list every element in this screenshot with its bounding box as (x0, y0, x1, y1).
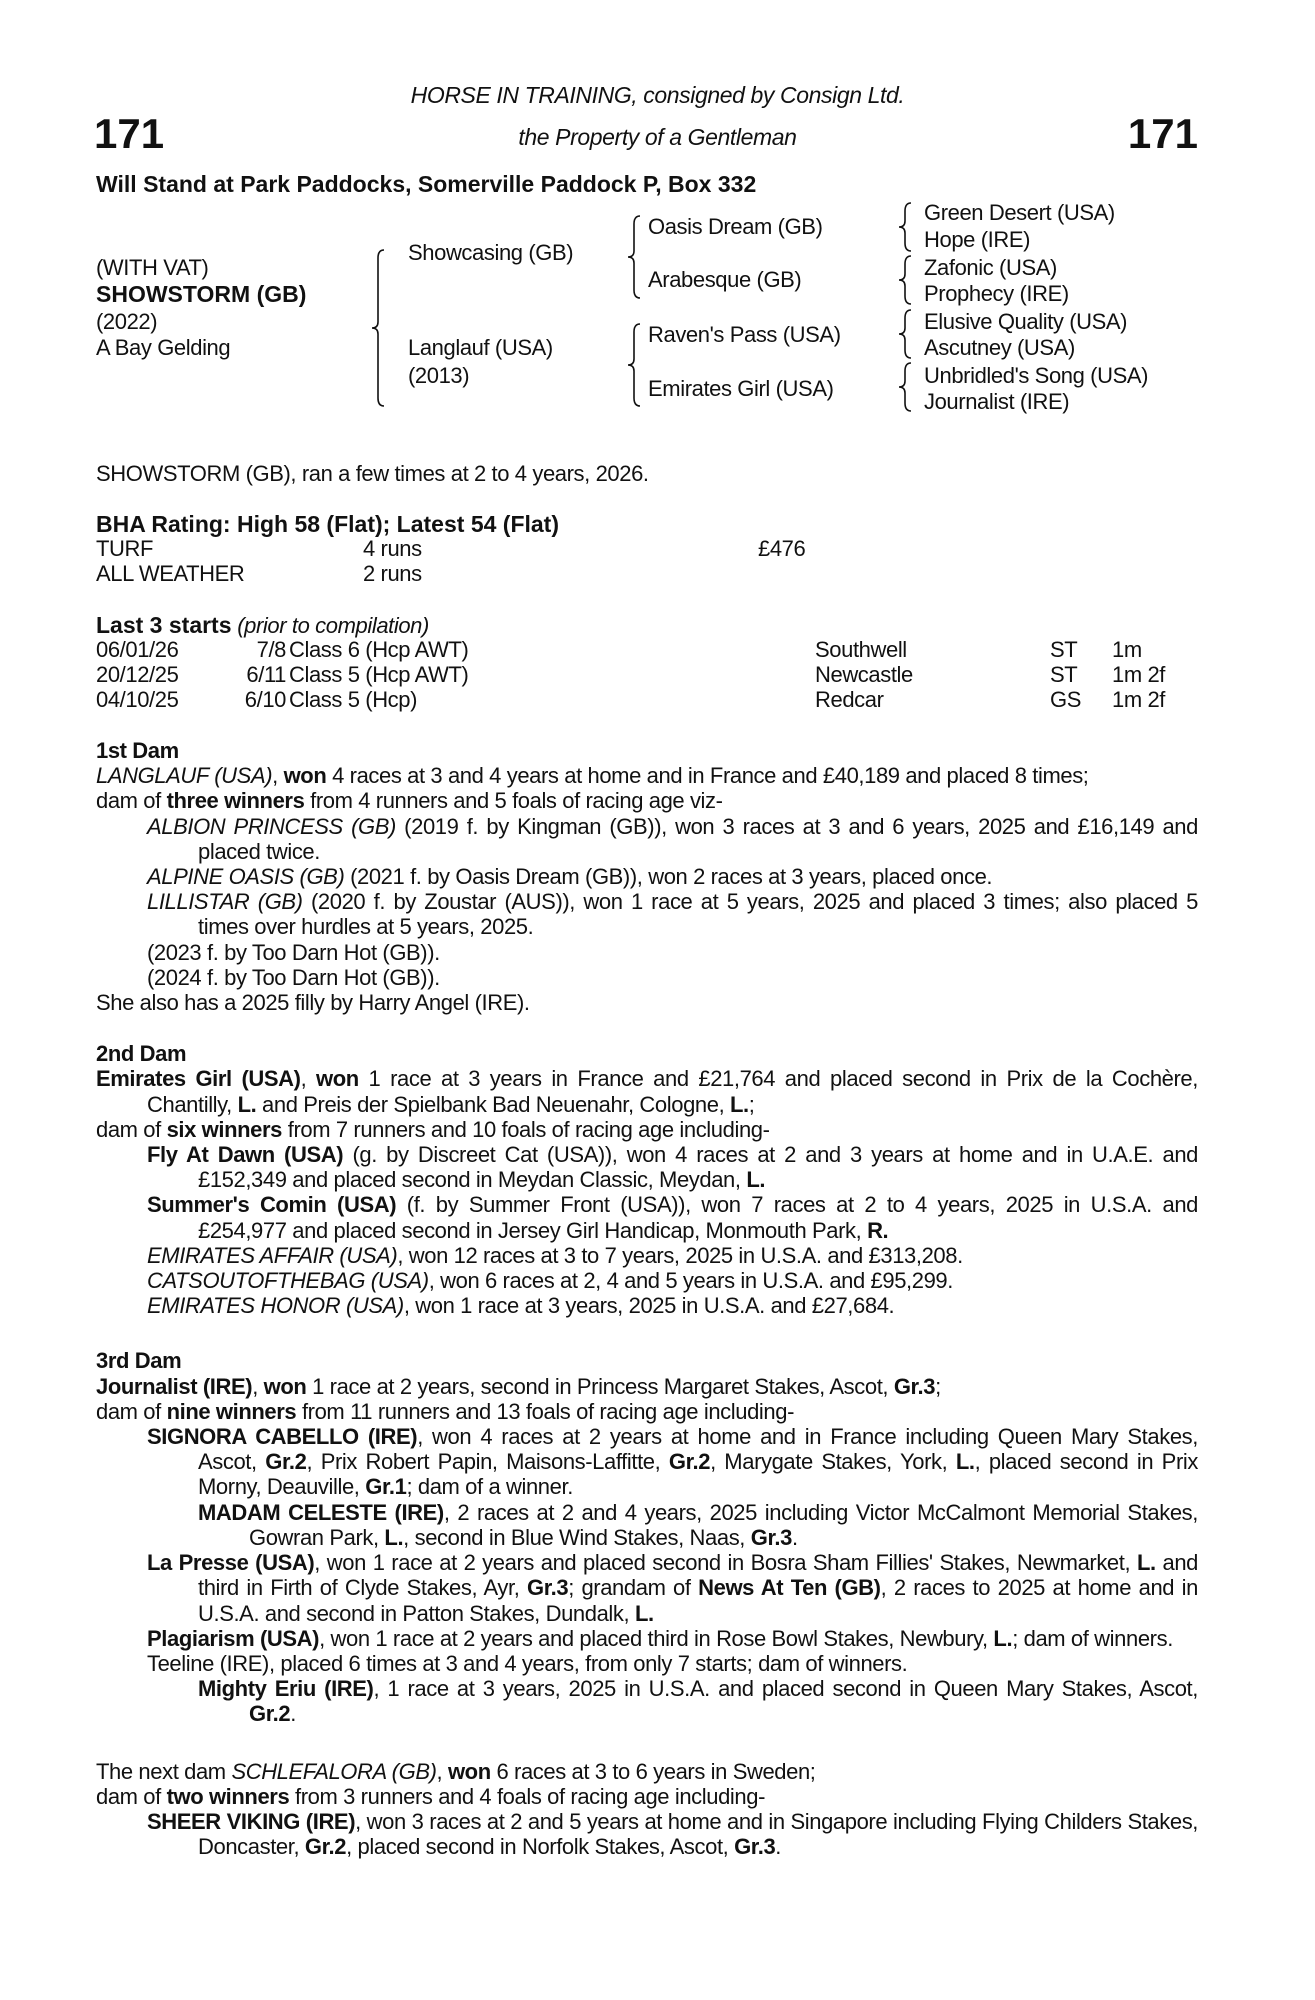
section-title: 2nd Dam (96, 1041, 187, 1067)
runs: 2 runs (363, 561, 422, 587)
text: (2024 f. by Too Darn Hot (GB)). (147, 964, 440, 990)
surface: TURF (96, 536, 154, 561)
date: 04/10/25 (96, 687, 179, 713)
italic-text: CATSOUTOFTHEBAG (USA) (147, 1268, 429, 1294)
bold-text: R. (867, 1217, 889, 1243)
bold-text: won (263, 1373, 307, 1399)
dam-section (96, 1759, 1198, 1860)
bold-text: L. (955, 1449, 975, 1475)
great-grandparent: Ascutney (USA) (924, 335, 1075, 360)
progeny-record (96, 1550, 1198, 1626)
dam-record (96, 1117, 1198, 1142)
course: Newcastle (815, 662, 913, 688)
dam-section (96, 1348, 1198, 1726)
race-record-row (96, 536, 1198, 561)
bold-text: Plagiarism (USA) (147, 1625, 320, 1651)
horse-year: (2022) (96, 309, 158, 334)
race-record-table (96, 536, 1198, 586)
brace-icon (899, 310, 911, 358)
stabling-location: Will Stand at Park Paddocks, Somerville Paddock P, Box 332 (96, 171, 757, 197)
start-row (96, 637, 1198, 662)
bold-text: won (316, 1066, 359, 1092)
text: , won 3 races at 2 and 5 years at home and in Singapore including Flying Childers Stakes, Doncaster, (198, 1808, 1199, 1860)
progeny-record (96, 1676, 1198, 1726)
distance: 1m 2f (1112, 687, 1166, 713)
dam-record (96, 763, 1198, 788)
going: ST (1050, 637, 1078, 662)
text: and Preis der Spielbank Bad Neuenahr, Cologne, (256, 1091, 731, 1117)
great-grandparent: Elusive Quality (USA) (924, 309, 1128, 334)
progeny-record (96, 1243, 1198, 1268)
vat-status: (WITH VAT) (96, 255, 209, 280)
last-starts-table (96, 637, 1198, 713)
text: from 7 runners and 10 foals of racing age including- (282, 1116, 770, 1142)
prize-money: £476 (758, 536, 806, 561)
distance: 1m 2f (1112, 662, 1166, 688)
text: , 1 race at 3 years, 2025 in U.S.A. and placed second in Queen Mary Stakes, Ascot, (373, 1676, 1198, 1702)
text: from 11 runners and 13 foals of racing age including- (296, 1398, 794, 1424)
course: Southwell (815, 637, 907, 662)
italic-text: SCHLEFALORA (GB) (231, 1758, 437, 1784)
dam-record (96, 1759, 1198, 1784)
last-starts-title: Last 3 starts (96, 612, 232, 638)
bold-text: Gr.3 (893, 1373, 936, 1399)
bold-text: News At Ten (GB) (698, 1575, 881, 1601)
progeny-record (96, 1192, 1198, 1242)
text: ; grandam of (568, 1575, 699, 1601)
text: . (290, 1701, 296, 1727)
progeny-record (96, 1424, 1198, 1500)
text: dam of (96, 788, 167, 814)
last-starts-heading (96, 612, 429, 639)
race-summary: SHOWSTORM (GB), ran a few times at 2 to 4 years, 2026. (96, 461, 649, 486)
granddam-maternal: Emirates Girl (USA) (648, 376, 834, 401)
dam-section (96, 1041, 1198, 1318)
text: ; dam of a winner. (406, 1474, 573, 1500)
text: ; (935, 1373, 941, 1399)
dam-record (96, 788, 1198, 813)
bold-text: Gr.2 (668, 1449, 711, 1475)
text: , won 1 race at 2 years and placed third in Rose Bowl Stakes, Newbury, (319, 1625, 994, 1651)
bold-text: Journalist (IRE) (96, 1373, 253, 1399)
italic-text: EMIRATES HONOR (USA) (147, 1293, 404, 1319)
text: . (775, 1834, 782, 1860)
bha-rating: BHA Rating: High 58 (Flat); Latest 54 (Flat) (96, 511, 559, 537)
bold-text: SHEER VIKING (IRE) (147, 1808, 356, 1834)
runs: 4 runs (363, 536, 422, 561)
text: , (252, 1373, 264, 1399)
text: Teeline (IRE), placed 6 times at 3 and 4 years, from only 7 starts; dam of winners. (147, 1650, 908, 1676)
brace-icon (628, 216, 640, 298)
dam-section (96, 738, 1198, 1015)
bold-text: SIGNORA CABELLO (IRE) (147, 1424, 418, 1450)
bold-text: L. (730, 1091, 749, 1117)
text: , placed second in Norfolk Stakes, Ascot, (346, 1834, 735, 1860)
dam: Langlauf (USA) (408, 335, 553, 360)
grandsire-maternal: Raven's Pass (USA) (648, 322, 841, 347)
great-grandparent: Zafonic (USA) (924, 255, 1057, 280)
bold-text: nine winners (166, 1398, 297, 1424)
bold-text: L. (1136, 1550, 1156, 1576)
progeny-record (96, 1651, 1198, 1676)
text: 6 races at 3 to 6 years in Sweden; (490, 1758, 816, 1784)
text: , Prix Robert Papin, Maisons-Laffitte, (306, 1449, 669, 1475)
text: dam of (96, 1116, 167, 1142)
bold-text: MADAM CELESTE (IRE) (198, 1499, 444, 1525)
dam-sections (96, 738, 1198, 1859)
bold-text: L. (634, 1600, 654, 1626)
dam-year: (2013) (408, 363, 470, 388)
horse-name: SHOWSTORM (GB) (96, 281, 307, 307)
text: and third in Firth of Clyde Stakes, Ayr, (198, 1550, 1198, 1601)
grandsire-paternal: Oasis Dream (GB) (648, 214, 823, 239)
text: , 2 races at 2 and 4 years, 2025 including Victor McCalmont Memorial Stakes, Gowran Park, (249, 1499, 1198, 1550)
progeny-record (96, 1626, 1198, 1651)
brace-icon (899, 363, 911, 411)
great-grandparent: Unbridled's Song (USA) (924, 363, 1149, 388)
catalogue-heading: HORSE IN TRAINING, consigned by Consign Ltd. (410, 82, 905, 108)
race-class: Class 6 (Hcp AWT) (289, 637, 469, 662)
text: (2019 f. by Kingman (GB)), won 3 races at 3 and 6 years, 2025 and £16,149 and placed twice. (198, 813, 1198, 864)
text: , won 6 races at 2, 4 and 5 years in U.S.A. and £95,299. (428, 1268, 953, 1294)
bold-text: six winners (166, 1116, 283, 1142)
bold-text: Fly At Dawn (USA) (147, 1142, 344, 1168)
bold-text: won (283, 763, 327, 789)
text: , (436, 1758, 448, 1784)
dam-record (96, 1399, 1198, 1424)
great-grandparent: Hope (IRE) (924, 227, 1031, 252)
bold-text: three winners (166, 788, 305, 814)
progeny-record (96, 814, 1198, 864)
dam-record (96, 1784, 1198, 1809)
section-title: 1st Dam (96, 738, 179, 763)
bold-text: Gr.1 (365, 1474, 407, 1500)
race-class: Class 5 (Hcp AWT) (289, 662, 469, 688)
dam-record (96, 990, 1198, 1015)
text: , won 1 race at 2 years and placed second in Bosra Sham Fillies' Stakes, Newmarket, (314, 1550, 1137, 1576)
bold-text: L. (746, 1167, 766, 1193)
italic-text: LANGLAUF (USA) (96, 763, 273, 789)
progeny-record (96, 1268, 1198, 1293)
horse-description: A Bay Gelding (96, 335, 231, 360)
text: from 3 runners and 4 foals of racing age including- (289, 1783, 766, 1809)
italic-text: LILLISTAR (GB) (147, 889, 303, 915)
text: 4 races at 3 and 4 years at home and in France and £40,189 and placed 8 times; (326, 763, 1089, 789)
text: , (272, 763, 284, 789)
bold-text: Gr.3 (734, 1834, 776, 1860)
going: ST (1050, 662, 1078, 688)
bold-text: La Presse (USA) (147, 1550, 315, 1576)
race-class: Class 5 (Hcp) (289, 687, 418, 713)
bold-text: Gr.2 (304, 1834, 347, 1860)
italic-text: ALBION PRINCESS (GB) (147, 813, 396, 839)
date: 20/12/25 (96, 662, 179, 688)
granddam-paternal: Arabesque (GB) (648, 267, 802, 292)
dam-record (96, 1066, 1198, 1116)
text: , won 1 race at 3 years, 2025 in U.S.A. and £27,684. (403, 1293, 895, 1319)
bold-text: Gr.2 (265, 1449, 307, 1475)
italic-text: ALPINE OASIS (GB) (147, 864, 345, 890)
text: (2023 f. by Too Darn Hot (GB)). (147, 939, 440, 965)
text: (2020 f. by Zoustar (AUS)), won 1 race at 5 years, 2025 and placed 3 times; also placed 5 times over hurdles at 5 years, 2025. (198, 889, 1198, 940)
brace-icon (899, 203, 911, 251)
text: ; dam of winners. (1012, 1625, 1173, 1651)
bold-text: two winners (166, 1783, 290, 1809)
text: from 4 runners and 5 foals of racing age viz- (304, 788, 723, 814)
bold-text: Gr.2 (249, 1701, 291, 1727)
dam-record (96, 1374, 1198, 1399)
surface: ALL WEATHER (96, 561, 245, 587)
text: , won 4 races at 2 years at home and in France including Queen Mary Stakes, Ascot, (198, 1424, 1198, 1475)
start-row (96, 687, 1198, 712)
progeny-record (96, 940, 1198, 965)
bold-text: L. (384, 1524, 404, 1550)
text: The next dam (96, 1758, 232, 1784)
text: 1 race at 3 years in France and £21,764 and placed second in Prix de la Cochère, Chantilly, (147, 1066, 1198, 1117)
bold-text: Gr.3 (526, 1575, 569, 1601)
course: Redcar (815, 687, 884, 713)
text: , second in Blue Wind Stakes, Naas, (403, 1524, 751, 1550)
brace-icon (372, 250, 384, 406)
text: , won 12 races at 3 to 7 years, 2025 in U.S.A. and £313,208. (397, 1242, 963, 1268)
section-title: 3rd Dam (96, 1348, 182, 1374)
bold-text: L. (993, 1625, 1013, 1651)
progeny-record (96, 1500, 1198, 1550)
bold-text: Gr.3 (750, 1524, 792, 1550)
sire: Showcasing (GB) (408, 240, 574, 265)
lot-number-right: 171 (1127, 110, 1198, 157)
text: She also has a 2025 filly by Harry Angel (IRE). (96, 990, 530, 1016)
lot-number-left: 171 (94, 110, 165, 157)
text: dam of (96, 1398, 167, 1424)
progeny-record (96, 889, 1198, 939)
text: (2021 f. by Oasis Dream (GB)), won 2 races at 3 years, placed once. (344, 864, 993, 890)
text: , placed second in Prix Morny, Deauville, (198, 1449, 1198, 1500)
last-starts-subtitle: (prior to compilation) (237, 613, 429, 638)
finishing-position: 6/10 (244, 687, 286, 713)
date: 06/01/26 (96, 637, 179, 662)
distance: 1m (1112, 637, 1142, 662)
text: , (300, 1066, 317, 1092)
bold-text: Emirates Girl (USA) (96, 1066, 301, 1092)
progeny-record (96, 1293, 1198, 1318)
start-row (96, 662, 1198, 687)
great-grandparent: Green Desert (USA) (924, 200, 1115, 225)
text: (g. by Discreet Cat (USA)), won 4 races at 2 and 3 years at home and in U.A.E. and £152,349 and placed second in Meydan Classic, Meydan, (198, 1142, 1198, 1193)
brace-icon (628, 324, 640, 406)
great-grandparent: Prophecy (IRE) (924, 281, 1069, 306)
bold-text: Mighty Eriu (IRE) (198, 1676, 374, 1702)
progeny-record (96, 965, 1198, 990)
progeny-record (96, 1142, 1198, 1192)
race-record-row (96, 561, 1198, 586)
italic-text: EMIRATES AFFAIR (USA) (147, 1242, 398, 1268)
text: (f. by Summer Front (USA)), won 7 races at 2 to 4 years, 2025 in U.S.A. and £254,977 and placed second in Jersey Girl Handicap, Monmouth Park, (198, 1192, 1198, 1243)
bold-text: won (447, 1758, 491, 1784)
bold-text: Summer's Comin (USA) (147, 1192, 397, 1218)
text: , Marygate Stakes, York, (710, 1449, 956, 1475)
progeny-record (96, 864, 1198, 889)
text: 1 race at 2 years, second in Princess Margaret Stakes, Ascot, (306, 1373, 894, 1399)
great-grandparent: Journalist (IRE) (924, 389, 1070, 414)
finishing-position: 6/11 (246, 662, 286, 688)
text: , 2 races to 2025 at home and in U.S.A. and second in Patton Stakes, Dundalk, (198, 1575, 1198, 1626)
text: dam of (96, 1783, 167, 1809)
text: . (791, 1524, 798, 1550)
bold-text: L. (237, 1091, 257, 1117)
going: GS (1050, 687, 1081, 713)
vendor-line: the Property of a Gentleman (518, 124, 797, 150)
finishing-position: 7/8 (256, 637, 286, 662)
progeny-record (96, 1809, 1198, 1859)
brace-icon (899, 256, 911, 304)
text: ; (748, 1091, 755, 1117)
